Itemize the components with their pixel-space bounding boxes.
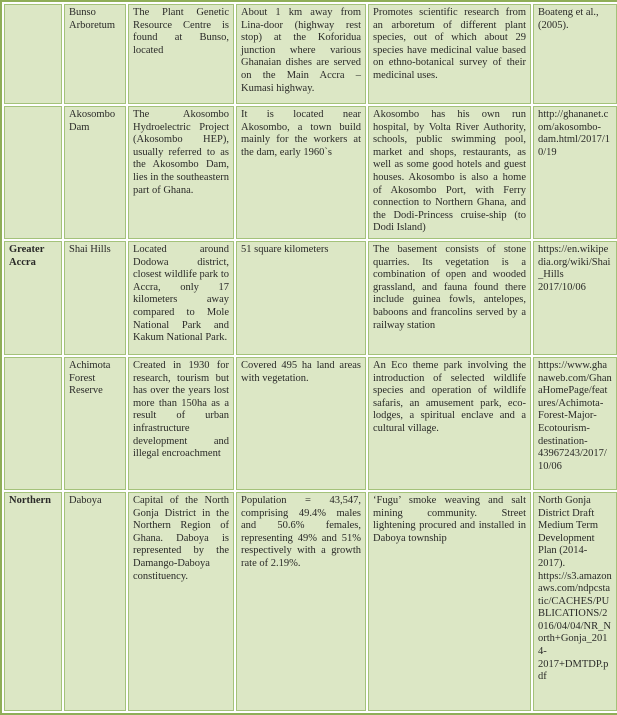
features-cell: The basement consists of stone quarries. Its vegetation is a combination of open and wooded grassland, and fauna found there include guinea fowls, antelopes, baboons and francolins served by a railway station bbox=[368, 241, 531, 355]
description-cell: Located around Dodowa district, closest wildlife park to Accra, only 17 kilometers away compared to Mole National Park and Kakum National Park. bbox=[128, 241, 234, 355]
source-reference-cell: https://en.wikipedia.org/wiki/Shai_Hills 2017/10/06 bbox=[533, 241, 617, 355]
site-name-cell: Achimota Forest Reserve bbox=[64, 357, 126, 490]
location-size-cell: It is located near Akosombo, a town build mainly for the workers at the dam, early 1960`s bbox=[236, 106, 366, 239]
location-size-cell: Covered 495 ha land areas with vegetation. bbox=[236, 357, 366, 490]
source-reference-cell: https://www.ghanaweb.com/GhanaHomePage/features/Achimota-Forest-Major-Ecotourism-destination-43967243/2017/10/06 bbox=[533, 357, 617, 490]
features-cell: ‘Fugu’ smoke weaving and salt mining community. Street lightening procured and installed in Daboya township bbox=[368, 492, 531, 711]
region-cell: Northern bbox=[4, 492, 62, 711]
site-name-cell: Shai Hills bbox=[64, 241, 126, 355]
source-reference-cell: Boateng et al., (2005). bbox=[533, 4, 617, 104]
site-name-cell: Bunso Arboretum bbox=[64, 4, 126, 104]
description-cell: Capital of the North Gonja District in the Northern Region of Ghana. Daboya is represented by the Damango-Daboya constituency. bbox=[128, 492, 234, 711]
location-size-cell: Population = 43,547, comprising 49.4% males and 50.6% females, representing 49% and 51% respectively with a growth rate of 2.19%. bbox=[236, 492, 366, 711]
site-name-cell: Akosombo Dam bbox=[64, 106, 126, 239]
table-row bbox=[4, 241, 617, 355]
table-row bbox=[4, 492, 617, 711]
table-row bbox=[4, 4, 617, 104]
description-cell: The Plant Genetic Resource Centre is found at Bunso, located bbox=[128, 4, 234, 104]
region-cell bbox=[4, 4, 62, 104]
region-cell bbox=[4, 357, 62, 490]
features-cell: Promotes scientific research from an arboretum of different plant species, out of which about 29 species have medicinal value based on ethno-botanical survey of their medicinal uses. bbox=[368, 4, 531, 104]
table-row bbox=[4, 106, 617, 239]
region-cell: Greater Accra bbox=[4, 241, 62, 355]
table-row bbox=[4, 357, 617, 490]
description-cell: The Akosombo Hydroelectric Project (Akosombo HEP), usually referred to as the Akosombo Dam, lies in the southeastern part of Ghana. bbox=[128, 106, 234, 239]
source-reference-cell: http://ghananet.com/akosombo-dam.html/2017/10/19 bbox=[533, 106, 617, 239]
location-size-cell: About 1 km away from Lina-door (highway rest stop) at the Koforidua junction where various Ghanaian dishes are served on the Main Accra – Kumasi highway. bbox=[236, 4, 366, 104]
source-reference-cell: North Gonja District Draft Medium Term Development Plan (2014-2017). https://s3.amazonaws.com/ndpcstatic/CACHES/PUBLICATIONS/2016/04/04/NR_North+Gonja_2014-2017+DMTDP.pdf bbox=[533, 492, 617, 711]
description-cell: Created in 1930 for research, tourism but has over the years lost more than 150ha as a result of urban infrastructure development and illegal encroachment bbox=[128, 357, 234, 490]
features-cell: Akosombo has his own run hospital, by Volta River Authority, schools, public swimming pool, market and shops, restaurants, as well as some good hotels and guest houses. Akosombo is also a home of Akosombo Port, with Ferry connection to Northern Ghana, and the Dodi-Princess cruise-ship (to Dodi Island) bbox=[368, 106, 531, 239]
features-cell: An Eco theme park involving the introduction of selected wildlife species and operation of wildlife safaris, an amusement park, eco-lodges, a spiritual enclave and a cultural village. bbox=[368, 357, 531, 490]
location-size-cell: 51 square kilometers bbox=[236, 241, 366, 355]
site-name-cell: Daboya bbox=[64, 492, 126, 711]
region-cell bbox=[4, 106, 62, 239]
